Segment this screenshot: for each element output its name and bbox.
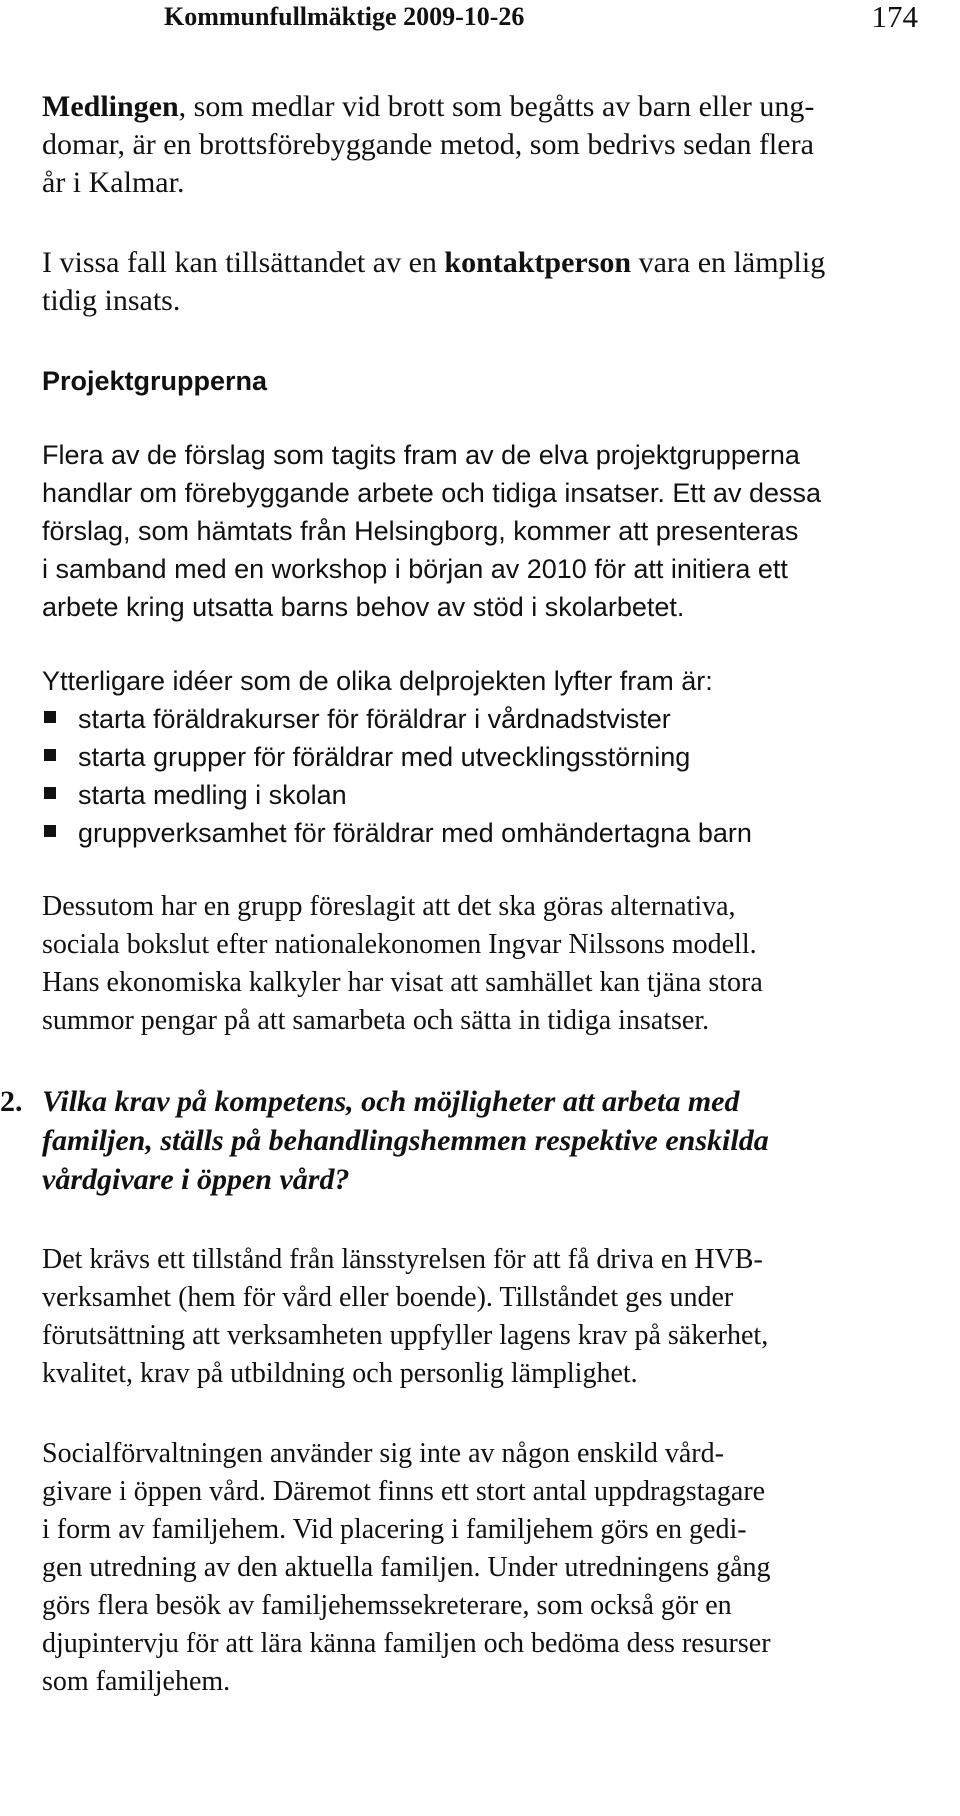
question-heading xyxy=(0,1082,918,1199)
ideas-intro: Ytterligare idéer som de olika delprojekten lyfter fram är: xyxy=(42,666,713,696)
header-title: Kommunfullmäktige 2009-10-26 xyxy=(164,2,525,31)
medlingen-line3: år i Kalmar. xyxy=(42,166,185,199)
question-line: Vilka krav på kompetens, och möjligheter att arbeta med xyxy=(42,1085,740,1118)
tillstand-paragraph xyxy=(42,1241,918,1393)
question-line: vårdgivare i öppen vård? xyxy=(42,1163,350,1196)
ideas-list xyxy=(42,700,918,852)
medlingen-paragraph xyxy=(42,88,918,202)
bokslut-line: summor pengar på att samarbeta och sätta in tidiga insatser. xyxy=(42,1005,710,1036)
familjehem-line: görs flera besök av familjehemssekreterare, som också gör en xyxy=(42,1590,732,1621)
kontakt-term: kontaktperson xyxy=(444,246,632,279)
question-line: familjen, ställs på behandlingshemmen respektive enskilda xyxy=(42,1124,769,1157)
familjehem-line: i form av familjehem. Vid placering i familjehem görs en gedi- xyxy=(42,1514,747,1545)
bokslut-line: sociala bokslut efter nationalekonomen Ingvar Nilssons modell. xyxy=(42,929,757,960)
list-item-text: starta föräldrakurser för föräldrar i vårdnadstvister xyxy=(78,704,671,734)
tillstand-line: Det krävs ett tillstånd från länsstyrelsen för att få driva en HVB- xyxy=(42,1244,763,1275)
square-bullet-icon xyxy=(44,711,56,723)
kontakt-pre: I vissa fall kan tillsättandet av en xyxy=(42,246,445,279)
list-item-text: starta grupper för föräldrar med utvecklingsstörning xyxy=(78,742,691,772)
page-header xyxy=(42,0,918,36)
list-item xyxy=(42,776,918,814)
projekt-line: Flera av de förslag som tagits fram av de elva projektgrupperna xyxy=(42,440,800,470)
tillstand-line: förutsättning att verksamheten uppfyller lagens krav på säkerhet, xyxy=(42,1320,769,1351)
medlingen-text: , som medlar vid brott som begåtts av barn eller ung- xyxy=(178,90,815,123)
list-item xyxy=(42,700,918,738)
kontakt-line2: tidig insats. xyxy=(42,284,181,317)
tillstand-line: verksamhet (hem för vård eller boende). Tillståndet ges under xyxy=(42,1282,734,1313)
familjehem-line: givare i öppen vård. Däremot finns ett stort antal uppdragstagare xyxy=(42,1476,766,1507)
page-content xyxy=(0,88,918,1701)
projekt-line: handlar om förebyggande arbete och tidiga insatser. Ett av dessa xyxy=(42,478,821,508)
familjehem-line: gen utredning av den aktuella familjen. Under utredningens gång xyxy=(42,1552,771,1583)
familjehem-line: Socialförvaltningen använder sig inte av någon enskild vård- xyxy=(42,1438,724,1469)
familjehem-line: som familjehem. xyxy=(42,1666,231,1697)
square-bullet-icon xyxy=(44,749,56,761)
familjehem-paragraph xyxy=(42,1435,918,1701)
bokslut-line: Dessutom har en grupp föreslagit att det ska göras alternativa, xyxy=(42,891,736,922)
medlingen-line2: domar, är en brottsförebyggande metod, som bedrivs sedan flera xyxy=(42,128,814,161)
tillstand-line: kvalitet, krav på utbildning och personlig lämplighet. xyxy=(42,1358,638,1389)
bokslut-line: Hans ekonomiska kalkyler har visat att samhället kan tjäna stora xyxy=(42,967,763,998)
kontakt-post: vara en lämplig xyxy=(631,246,826,279)
page-number: 174 xyxy=(871,0,918,34)
bokslut-paragraph xyxy=(42,888,918,1040)
projekt-paragraph xyxy=(42,436,918,626)
medlingen-term: Medlingen xyxy=(42,90,179,123)
list-item xyxy=(42,738,918,776)
square-bullet-icon xyxy=(44,825,56,837)
list-item xyxy=(42,814,918,852)
square-bullet-icon xyxy=(44,787,56,799)
projekt-line: arbete kring utsatta barns behov av stöd i skolarbetet. xyxy=(42,592,685,622)
projekt-line: i samband med en workshop i början av 2010 för att initiera ett xyxy=(42,554,788,584)
projekt-line: förslag, som hämtats från Helsingborg, kommer att presenteras xyxy=(42,516,799,546)
kontaktperson-paragraph xyxy=(42,244,918,320)
question-number: 2. xyxy=(0,1085,23,1118)
familjehem-line: djupintervju för att lära känna familjen och bedöma dess resurser xyxy=(42,1628,771,1659)
section-heading: Projektgrupperna xyxy=(42,366,268,396)
list-item-text: starta medling i skolan xyxy=(78,780,347,810)
list-item-text: gruppverksamhet för föräldrar med omhändertagna barn xyxy=(78,818,752,848)
